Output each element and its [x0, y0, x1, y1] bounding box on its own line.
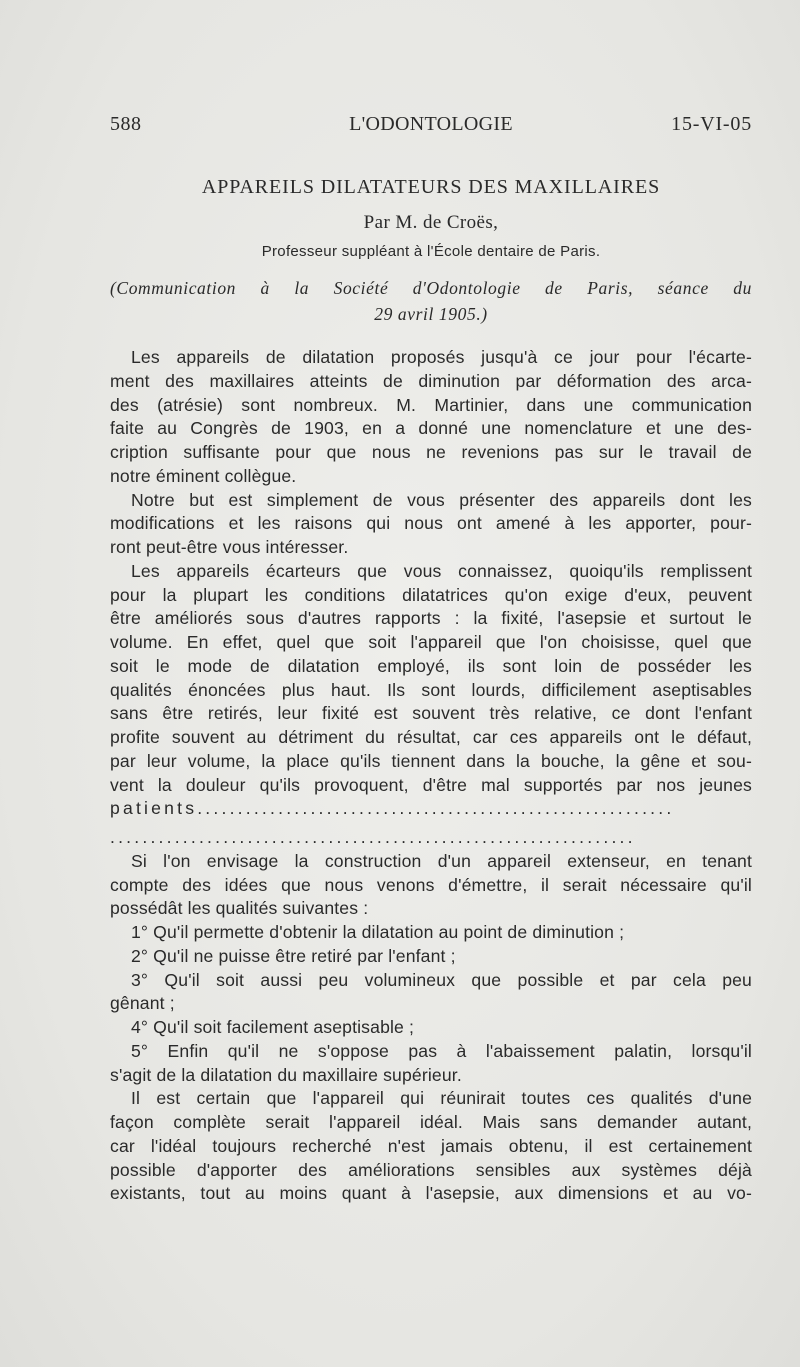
running-header: [110, 113, 752, 143]
body-line: être améliorés sous d'autres rapports : la fixité, l'asepsie et surtout le: [110, 608, 752, 629]
body-line: modifications et les raisons qui nous ont amené à les apporter, pour-: [110, 513, 752, 534]
body-line: possible d'apporter des améliorations sensibles aux systèmes déjà: [110, 1159, 752, 1180]
body-line: Les appareils écarteurs que vous connaissez, quoiqu'ils remplissent: [131, 560, 752, 581]
body-line: existants, tout au moins quant à l'asepsie, aux dimensions et au vo-: [110, 1183, 752, 1204]
body-line: cription suffisante pour que nous ne revenions pas sur le travail de: [110, 442, 752, 462]
body-line: pour la plupart les conditions dilatatrices qu'on exige d'eux, peuvent: [110, 584, 752, 605]
body-line: des (atrésie) sont nombreux. M. Martinier, dans une communication: [110, 394, 752, 415]
body-line: volume. En effet, quel que soit l'appareil que l'on choisisse, quel que: [110, 632, 752, 652]
body-line: ront peut-être vous intéresser.: [110, 537, 349, 557]
list-item: 5° Enfin qu'il ne s'oppose pas à l'abaissement palatin, lorsqu'il: [131, 1040, 752, 1061]
list-item: 2° Qu'il ne puisse être retiré par l'enfant ;: [131, 945, 456, 966]
issue-date: 15-VI-05: [671, 113, 752, 135]
body-line: Il est certain que l'appareil qui réunirait toutes ces qualités d'une: [131, 1088, 752, 1109]
list-item-continuation: gênant ;: [110, 993, 175, 1014]
body-line: façon complète serait l'appareil idéal. Mais sans demander autant,: [110, 1112, 752, 1132]
page-number: 588: [110, 113, 142, 135]
body-line: vent la douleur qu'ils provoquent, d'être mal supportés par nos jeunes: [110, 774, 752, 795]
communication-line-2: 29 avril 1905.): [374, 304, 488, 324]
body-line: car l'idéal toujours recherché n'est jamais obtenu, il est certainement: [110, 1135, 752, 1156]
article-author: Par M. de Croës,: [363, 212, 499, 233]
body-line: Si l'on envisage la construction d'un appareil extenseur, en tenant: [131, 850, 752, 871]
body-line: faite au Congrès de 1903, en a donné une nomenclature et une des-: [110, 418, 752, 439]
elision-dots: .................................................................: [110, 827, 636, 847]
body-line: qualités énoncées plus haut. Ils sont lourds, difficilement aseptisables: [110, 679, 752, 700]
body-line: profite souvent au détriment du résultat, car ces appareils ont le défaut,: [110, 727, 752, 747]
body-line: possédât les qualités suivantes :: [110, 898, 369, 919]
body-line: sans être retirés, leur fixité est souvent très relative, ce dont l'enfant: [110, 703, 752, 724]
journal-title: L'ODONTOLOGIE: [349, 113, 513, 135]
communication-note: [110, 275, 752, 327]
body-line: Notre but est simplement de vous présenter des appareils dont les: [131, 489, 752, 510]
article-body: [110, 346, 752, 1206]
body-line: compte des idées que nous venons d'émettre, il serait nécessaire qu'il: [110, 874, 752, 895]
list-item-continuation: s'agit de la dilatation du maxillaire supérieur.: [110, 1064, 462, 1085]
body-line: notre éminent collègue.: [110, 465, 297, 486]
body-line: ment des maxillaires atteints de diminution par déformation des arca-: [110, 370, 752, 391]
list-item: 1° Qu'il permette d'obtenir la dilatation au point de diminution ;: [131, 922, 625, 942]
communication-line-1: (Communication à la Société d'Odontologie de Paris, séance du: [110, 278, 752, 298]
list-item: 3° Qu'il soit aussi peu volumineux que possible et par cela peu: [131, 969, 752, 990]
list-item: 4° Qu'il soit facilement aseptisable ;: [131, 1017, 415, 1037]
body-line: Les appareils de dilatation proposés jusqu'à ce jour pour l'écarte-: [131, 347, 752, 367]
body-line: par leur volume, la place qu'ils tiennent dans la bouche, la gêne et sou-: [110, 750, 752, 771]
author-affiliation: Professeur suppléant à l'École dentaire de Paris.: [261, 243, 601, 260]
body-line: soit le mode de dilatation employé, ils sont loin de posséder les: [110, 655, 752, 676]
article-title: APPAREILS DILATATEURS DES MAXILLAIRES: [201, 176, 661, 198]
elision-dots: patients...........................................................: [110, 798, 675, 819]
